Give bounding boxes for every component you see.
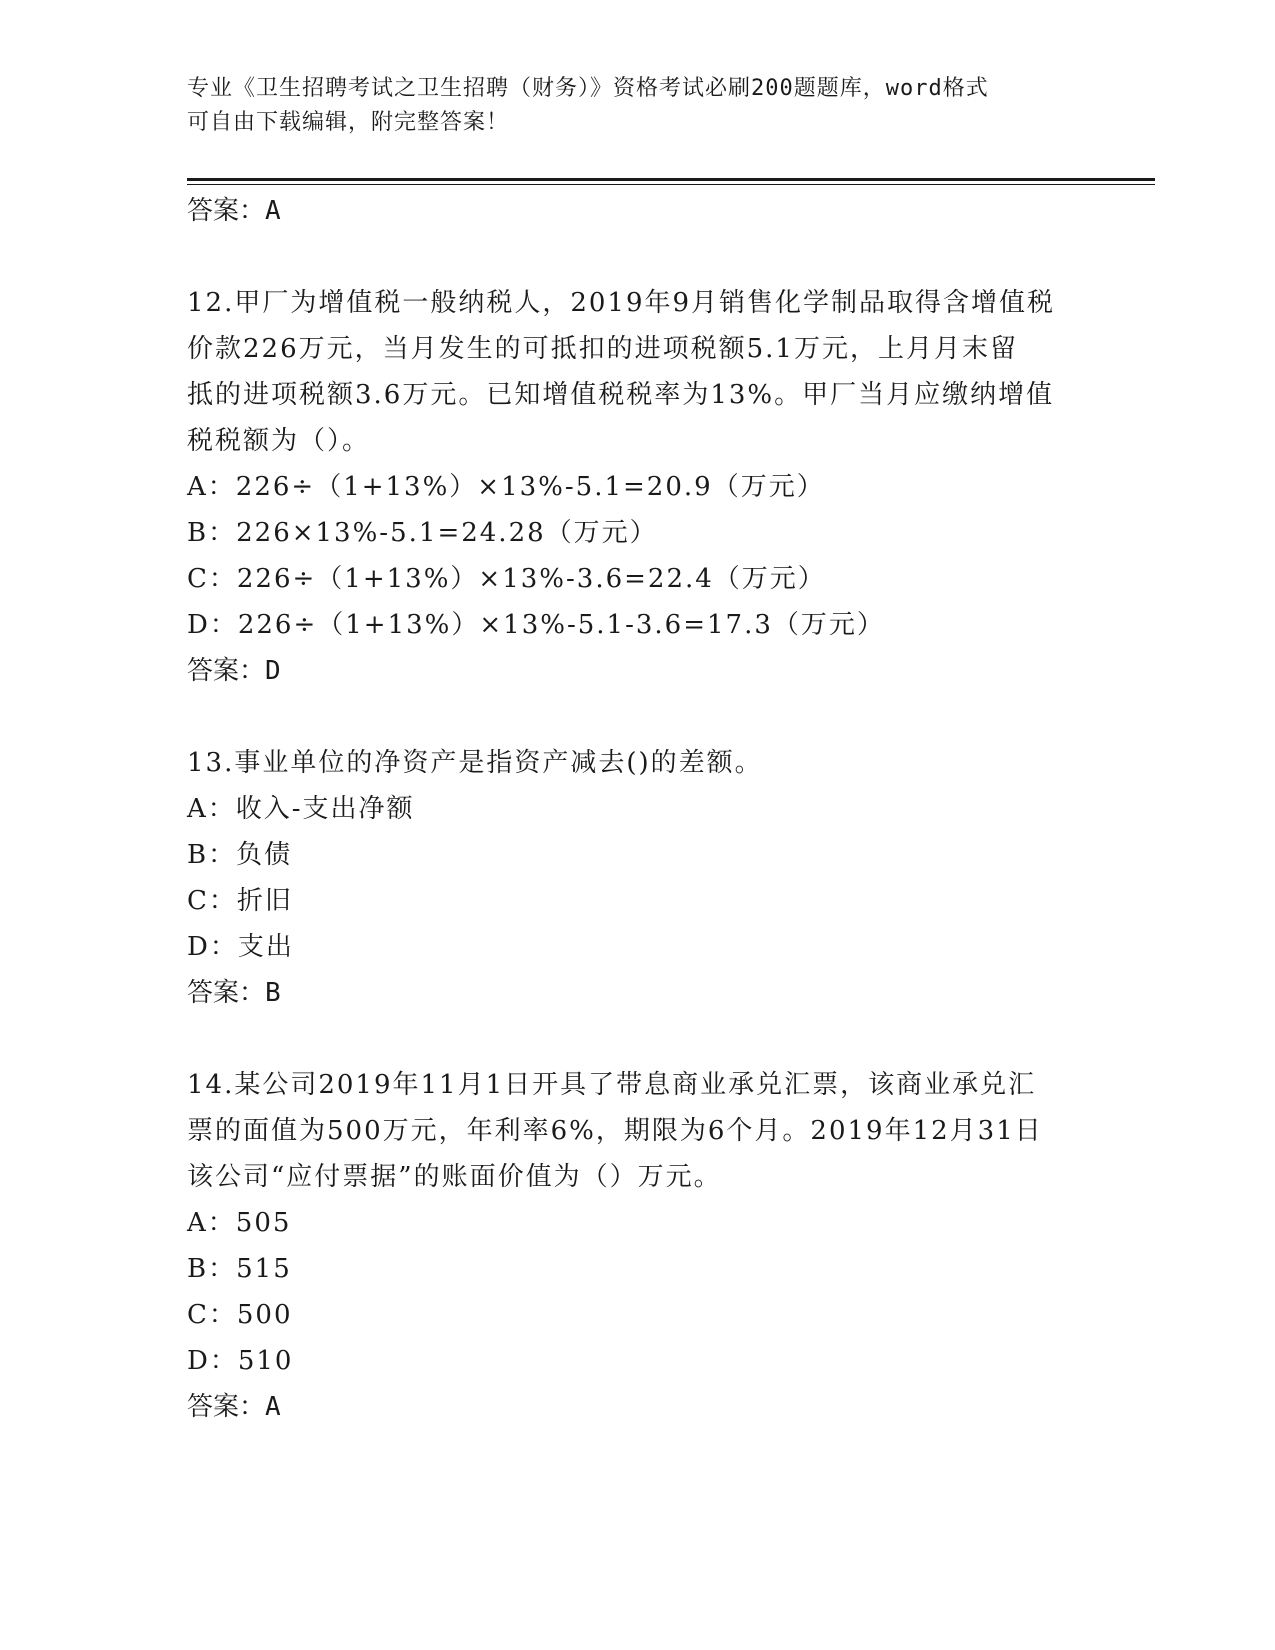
question-13	[187, 740, 1087, 1016]
question-13-option-d: D：支出	[187, 932, 294, 962]
question-13-answer: 答案：B	[187, 978, 281, 1008]
question-14-option-b: B：515	[187, 1254, 292, 1284]
question-13-option-a: A：收入-支出净额	[187, 794, 415, 824]
question-13-option-b: B：负债	[187, 840, 293, 870]
header-divider-thin	[187, 184, 1155, 185]
question-14-answer: 答案：A	[187, 1392, 281, 1422]
document-body	[187, 188, 1087, 1430]
question-12-text-2: 价款226万元，当月发生的可抵扣的进项税额5.1万元，上月月末留	[187, 334, 1018, 364]
question-12-option-c: C：226÷（1+13%）×13%-3.6=22.4（万元）	[187, 564, 826, 594]
question-12-option-a: A：226÷（1+13%）×13%-5.1=20.9（万元）	[187, 472, 825, 502]
question-12-text-1: 12.甲厂为增值税一般纳税人，2019年9月销售化学制品取得含增值税	[187, 288, 1056, 318]
question-12	[187, 280, 1087, 694]
spacer	[187, 694, 1087, 740]
question-14-text-2: 票的面值为500万元，年利率6%，期限为6个月。2019年12月31日	[187, 1116, 1043, 1146]
spacer	[187, 234, 1087, 280]
question-14-option-d: D：510	[187, 1346, 294, 1376]
question-12-answer: 答案：D	[187, 656, 281, 686]
question-12-option-d: D：226÷（1+13%）×13%-5.1-3.6=17.3（万元）	[187, 610, 885, 640]
question-12-text-4: 税税额为（）。	[187, 426, 371, 456]
question-12-option-b: B：226×13%-5.1=24.28（万元）	[187, 518, 658, 548]
answer-prev: 答案：A	[187, 196, 281, 226]
question-14-option-c: C：500	[187, 1300, 293, 1330]
question-14-text-1: 14.某公司2019年11月1日开具了带息商业承兑汇票，该商业承兑汇	[187, 1070, 1037, 1100]
question-12-text-3: 抵的进项税额3.6万元。已知增值税税率为13%。甲厂当月应缴纳增值	[187, 380, 1055, 410]
question-13-text-1: 13.事业单位的净资产是指资产减去()的差额。	[187, 748, 763, 778]
header-line-1: 专业《卫生招聘考试之卫生招聘（财务）》资格考试必刷200题题库，word格式	[187, 76, 989, 101]
question-13-option-c: C：折旧	[187, 886, 293, 916]
spacer	[187, 1016, 1087, 1062]
header-line-2: 可自由下载编辑，附完整答案！	[187, 110, 510, 135]
question-14	[187, 1062, 1087, 1430]
question-14-text-3: 该公司“应付票据”的账面价值为（）万元。	[187, 1162, 722, 1192]
header-divider-thick	[187, 178, 1155, 181]
question-14-option-a: A：505	[187, 1208, 292, 1238]
document-header	[187, 72, 1087, 140]
